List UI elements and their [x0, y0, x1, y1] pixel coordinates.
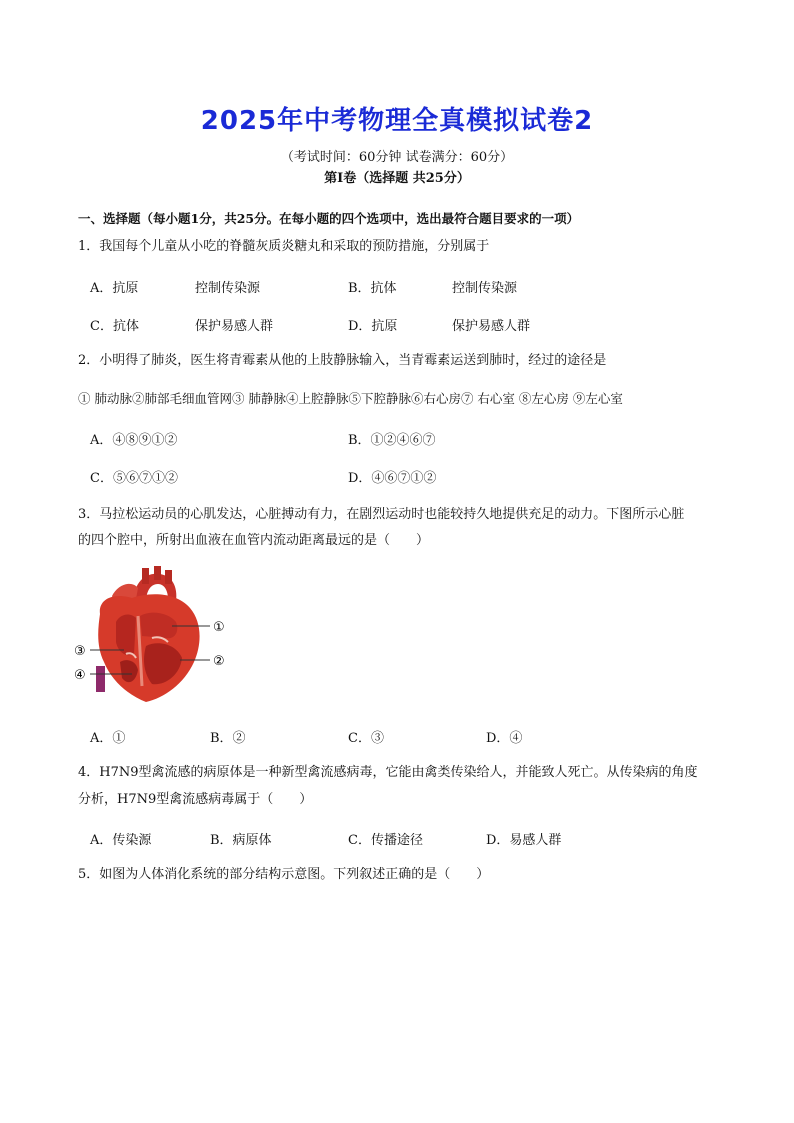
- heart-label-3: ③: [74, 644, 86, 659]
- question-1-stem: 1．我国每个儿童从小吃的脊髓灰质炎糖丸和采取的预防措施，分别属于: [78, 239, 490, 254]
- q4-option-a: A．传染源: [90, 833, 152, 848]
- q4-option-c: C．传播途径: [348, 833, 423, 848]
- q2-option-d: D．④⑥⑦①②: [348, 471, 437, 486]
- q2-option-a: A．④⑧⑨①②: [90, 433, 178, 448]
- question-4-stem-line1: 4．H7N9型禽流感的病原体是一种新型禽流感病毒，它能由禽类传染给人，并能致人死亡。从传染病的角度: [78, 765, 698, 780]
- q1-option-d: D．抗原: [348, 319, 398, 334]
- q1-option-c-text: 保护易感人群: [195, 319, 274, 334]
- question-5-stem: 5．如图为人体消化系统的部分结构示意图。下列叙述正确的是（ ）: [78, 867, 490, 882]
- question-3-stem-line2: 的四个腔中，所射出血液在血管内流动距离最远的是（ ）: [78, 533, 430, 548]
- q2-option-b: B．①②④⑥⑦: [348, 433, 436, 448]
- q4-option-b: B．病原体: [210, 833, 272, 848]
- q1-option-b-text: 控制传染源: [452, 281, 518, 296]
- q1-option-b: B．抗体: [348, 281, 397, 296]
- question-2-list: ① 肺动脉②肺部毛细血管网③ 肺静脉④上腔静脉⑤下腔静脉⑥右心房⑦ 右心室 ⑧左心房 ⑨左心室: [78, 391, 623, 406]
- q1-option-a-text: 控制传染源: [195, 281, 261, 296]
- heart-label-2: ②: [213, 654, 225, 669]
- heart-label-1: ①: [213, 620, 225, 635]
- q3-option-b: B．②: [210, 731, 246, 746]
- q1-option-c: C．抗体: [90, 319, 139, 334]
- question-3-stem-line1: 3．马拉松运动员的心肌发达，心脏搏动有力，在剧烈运动时也能较持久地提供充足的动力。下图所示心脏: [78, 507, 685, 522]
- q1-option-d-text: 保护易感人群: [452, 319, 531, 334]
- heart-label-4: ④: [74, 668, 86, 683]
- q3-option-d: D．④: [486, 731, 523, 746]
- q2-option-c: C．⑤⑥⑦①②: [90, 471, 178, 486]
- exam-title: 2025年中考物理全真模拟试卷2: [200, 106, 594, 136]
- q3-option-a: A．①: [90, 731, 126, 746]
- exam-info: （考试时间：60分钟 试卷满分：60分）: [280, 150, 514, 165]
- q1-option-a: A．抗原: [90, 281, 139, 296]
- question-4-stem-line2: 分析，H7N9型禽流感病毒属于（ ）: [78, 792, 313, 807]
- q3-option-c: C．③: [348, 731, 384, 746]
- question-2-stem: 2．小明得了肺炎，医生将青霉素从他的上肢静脉输入，当青霉素运送到肺时，经过的途径是: [78, 353, 607, 368]
- q4-option-d: D．易感人群: [486, 833, 562, 848]
- heart-illustration: [96, 566, 200, 702]
- section-heading: 一、选择题（每小题1分，共25分。在每小题的四个选项中，选出最符合题目要求的一项）: [78, 211, 580, 226]
- volume-heading: 第I卷（选择题 共25分）: [324, 171, 470, 186]
- heart-diagram: [72, 566, 237, 706]
